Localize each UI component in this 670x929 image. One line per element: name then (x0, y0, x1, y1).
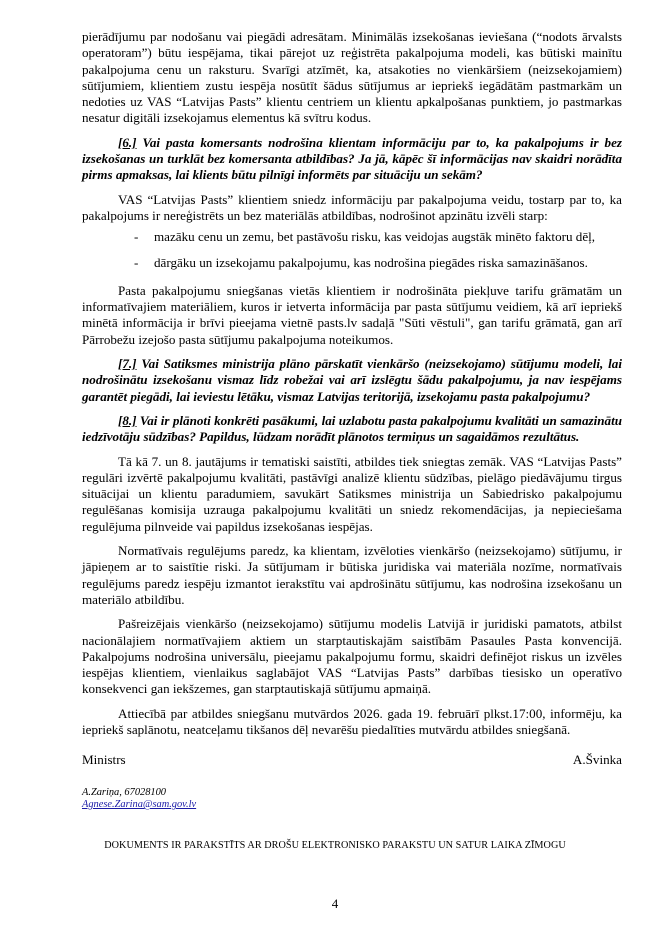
bullet-marker: - (134, 254, 139, 270)
contact-email-link[interactable]: Agnese.Zarina@sam.gov.lv (82, 799, 197, 811)
answer-regulation: Normatīvais regulējums paredz, ka klientam, izvēloties vienkāršo (neizsekojamo) sūtījumu, ir jāpieņem ar to saistītie riski. Ja sūtījumam ir būtiska juridiska vai materiāla nozīme, normatīvais regulējums paredz iespēju izmantot ierakstītu vai apdrošinātu sūtījumu, kas nodrošina izsekošanu un materiālo atbildību. (82, 543, 622, 607)
e-signature-notice: DOKUMENTS IR PARAKSTĪTS AR DROŠU ELEKTRONISKO PARAKSTU UN SATUR LAIKA ZĪMOGU (104, 840, 566, 851)
question-6-number: [6.] (118, 134, 137, 150)
paragraph-continuation: pierādījumu par nodošanu vai piegādi adresātam. Minimālās izsekošanas ieviešana (“nodots ārvalsts operatoram”) būtu iespējama, tikai pārejot uz reģistrēta pakalpojuma modeli, kas būtiski mainītu pakalpojuma cenu un raksturu. Svarīgi atzīmēt, ka, atsakoties no vienkāršiem (neizsekojamiem) sūtījumiem, klientiem zustu iespēja nosūtīt šādus sūtījumus ar iepriekš iegādātām pastmarkām un nedoties uz VAS “Latvijas Pasts” klientu centriem un klientu apkalpošanas punktiem, jo pastmarkas nesatur digitāli izsekojamus elementus kā svītru kodus. (82, 29, 622, 126)
list-item-text: dārgāku un izsekojamu pakalpojumu, kas nodrošina piegādes riska samazināšanos. (154, 254, 588, 270)
list-item (82, 255, 622, 271)
signature-block (82, 752, 622, 768)
answer-6-detail: Pasta pakalpojumu sniegšanas vietās klientiem ir nodrošināta piekļuve tarifu grāmatām un informatīvajiem materiāliem, kuros ir ietverta informācija par pasta sūtījumu veidiem, kā arī iepriekš minētā informācija ir brīvi pieejama vietnē pasts.lv sadaļā "Sūti vēstuli", gan tarifu grāmatā, gan arī Pārrobežu izejošo pasta sūtījumu pakalpojuma noteikumos. (82, 282, 622, 347)
question-6 (82, 135, 622, 184)
signer-name: A.Švinka (572, 752, 622, 768)
document-body (82, 29, 622, 812)
question-8-text: Vai ir plānoti konkrēti pasākumi, lai uzlabotu pasta pakalpojumu kvalitāti un samazinātu iedzīvotāju sūdzības? Papildus, lūdzam norādīt plānotos termiņus un sagaidāmos rezultātus. (82, 412, 622, 445)
bullet-marker: - (134, 229, 139, 245)
question-7 (82, 356, 622, 405)
contact-person: A.Zariņa, 67028100 (82, 786, 166, 798)
answer-oral-reply: Attiecībā par atbildes sniegšanu mutvārdos 2026. gada 19. februārī plkst.17:00, informēju, ka iepriekš saplānotu, neatceļamu tikšanos dēļ nevarēšu piedalīties mutvārdu atbildes sniegšanā. (82, 705, 622, 737)
question-7-number: [7.] (118, 356, 137, 372)
list-item-text: mazāku cenu un zemu, bet pastāvošu risku, kas veidojas augstāk minēto faktoru dēļ, (154, 229, 596, 245)
answer-model: Pašreizējais vienkāršo (neizsekojamo) sūtījumu modelis Latvijā ir juridiski pamatots, atbilst nacionālajiem normatīvajiem aktiem un starptautiskajām saistībām Pasaules Pasta konvencijā. Pakalpojums nodrošina universālu, pieejamu pakalpojumu formu, skaidri definējot riskus un izvēles iespējas klientiem, vienlaikus saglabājot VAS “Latvijas Pasts” darbības tiesisko un operatīvo konsekvenci gan iekšzemes, gan starptautiskajā sūtījumu apmaiņā. (82, 616, 622, 697)
signer-title: Ministrs (82, 752, 126, 768)
list-item (82, 229, 622, 245)
answer-7-8: Tā kā 7. un 8. jautājums ir tematiski saistīti, atbildes tiek sniegtas zemāk. VAS “Latvijas Pasts” regulāri izvērtē pakalpojumu kvalitāti, pastāvīgi analizē klientu sūdzības, pielāgo piedāvājumu tirgus situācijai un klientu paradumiem, savukārt Satiksmes ministrija un Sabiedrisko pakalpojumu regulēšanas komisija uzrauga pakalpojumu kvalitāti un sniedz rekomendācijas, ja nepieciešama regulējuma pilnveide vai papildus izsekošanas iespējas. (82, 453, 622, 534)
answer-6-intro: VAS “Latvijas Pasts” klientiem sniedz informāciju par pakalpojuma veidu, tostarp par to, ka pakalpojums ir nereģistrēts un bez materiālās atbildības, nodrošinot apzinātu izvēli starp: (82, 191, 622, 223)
contact-block (82, 787, 622, 812)
page-number: 4 (331, 896, 339, 911)
question-8-number: [8.] (118, 412, 137, 428)
question-6-text: Vai pasta komersants nodrošina klientam informāciju par to, ka pakalpojums ir bez izsekošanas un turklāt bez komersanta atbildības? Ja jā, kāpēc šī informācijas nav skaidri norādīta pirms apmaksas, lai klients būtu pilnīgi informēts par situāciju un sekām? (82, 134, 622, 183)
question-7-text: Vai Satiksmes ministrija plāno pārskatīt vienkāršo (neizsekojamo) sūtījumu modeli, lai nodrošinātu izsekošanu vismaz līdz robežai vai arī izslēgtu šādu pakalpojumu, ja nav iespējams garantēt piegādi, lai ieviestu lētāku, vismaz Latvijas teritorijā, izsekojamu pasta pakalpojumu? (82, 356, 622, 404)
question-8 (82, 413, 622, 446)
